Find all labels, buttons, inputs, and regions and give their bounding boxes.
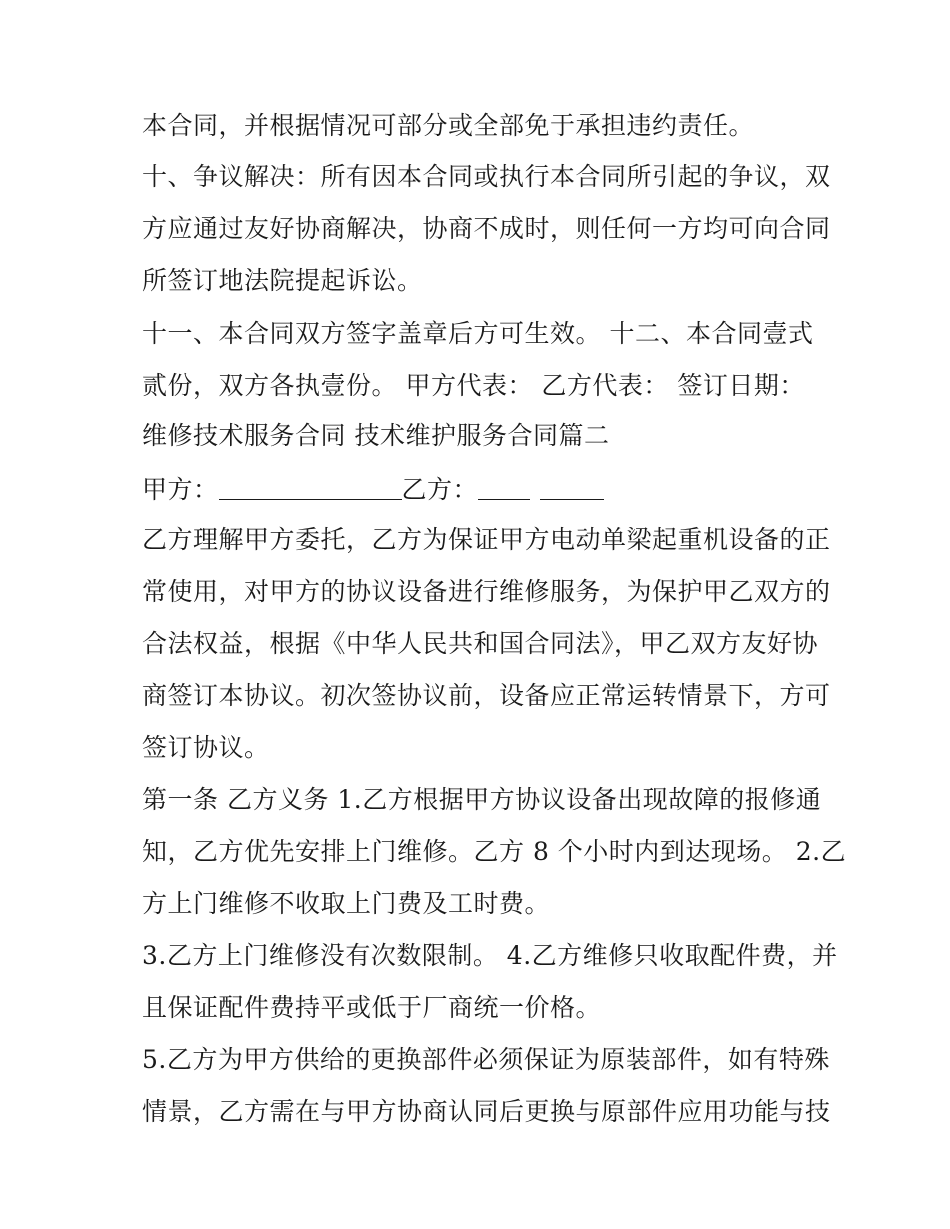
party-b-blank xyxy=(478,475,530,500)
paragraph-line: 乙方理解甲方委托，乙方为保证甲方电动单梁起重机设备的正 xyxy=(142,525,831,554)
paragraph-line: 方上门维修不收取上门费及工时费。 xyxy=(142,889,551,918)
paragraph-line: 常使用，对甲方的协议设备进行维修服务，为保护甲乙双方的 xyxy=(142,577,831,606)
paragraph-line: 本合同，并根据情况可部分或全部免于承担违约责任。 xyxy=(142,111,755,140)
paragraph-line: 十、争议解决：所有因本合同或执行本合同所引起的争议，双 xyxy=(142,162,831,191)
paragraph-line: 3.乙方上门维修没有次数限制。 4.乙方维修只收取配件费，并 xyxy=(142,941,838,970)
paragraph-line: 第一条 乙方义务 1.乙方根据甲方协议设备出现故障的报修通 xyxy=(142,785,822,814)
paragraph-line: 方应通过友好协商解决，协商不成时，则任何一方均可向合同 xyxy=(142,214,831,243)
paragraph-line: 贰份，双方各执壹份。 甲方代表： 乙方代表： 签订日期： xyxy=(142,371,805,400)
paragraph-line: 商签订本协议。初次签协议前，设备应正常运转情景下，方可 xyxy=(142,681,831,710)
party-a-blank xyxy=(219,475,402,500)
party-line xyxy=(142,472,604,508)
section-heading: 维修技术服务合同 技术维护服务合同篇二 xyxy=(142,421,610,450)
paragraph-line: 且保证配件费持平或低于厂商统一价格。 xyxy=(142,993,602,1022)
party-a-label: 甲方： xyxy=(142,475,219,504)
paragraph-line: 十一、本合同双方签字盖章后方可生效。 十二、本合同壹式 xyxy=(142,319,814,348)
paragraph-line: 情景，乙方需在与甲方协商认同后更换与原部件应用功能与技 xyxy=(142,1097,831,1126)
paragraph-line: 合法权益，根据《中华人民共和国合同法》，甲乙双方友好协 xyxy=(142,629,819,658)
paragraph-line: 5.乙方为甲方供给的更换部件必须保证为原装部件，如有特殊 xyxy=(142,1045,830,1074)
paragraph-line: 知，乙方优先安排上门维修。乙方 8 个小时内到达现场。 2.乙 xyxy=(142,837,847,866)
paragraph-line: 所签订地法院提起诉讼。 xyxy=(142,266,423,295)
paragraph-line: 签订协议。 xyxy=(142,733,270,762)
party-b-blank xyxy=(540,475,604,500)
party-b-label: 乙方： xyxy=(401,475,479,504)
